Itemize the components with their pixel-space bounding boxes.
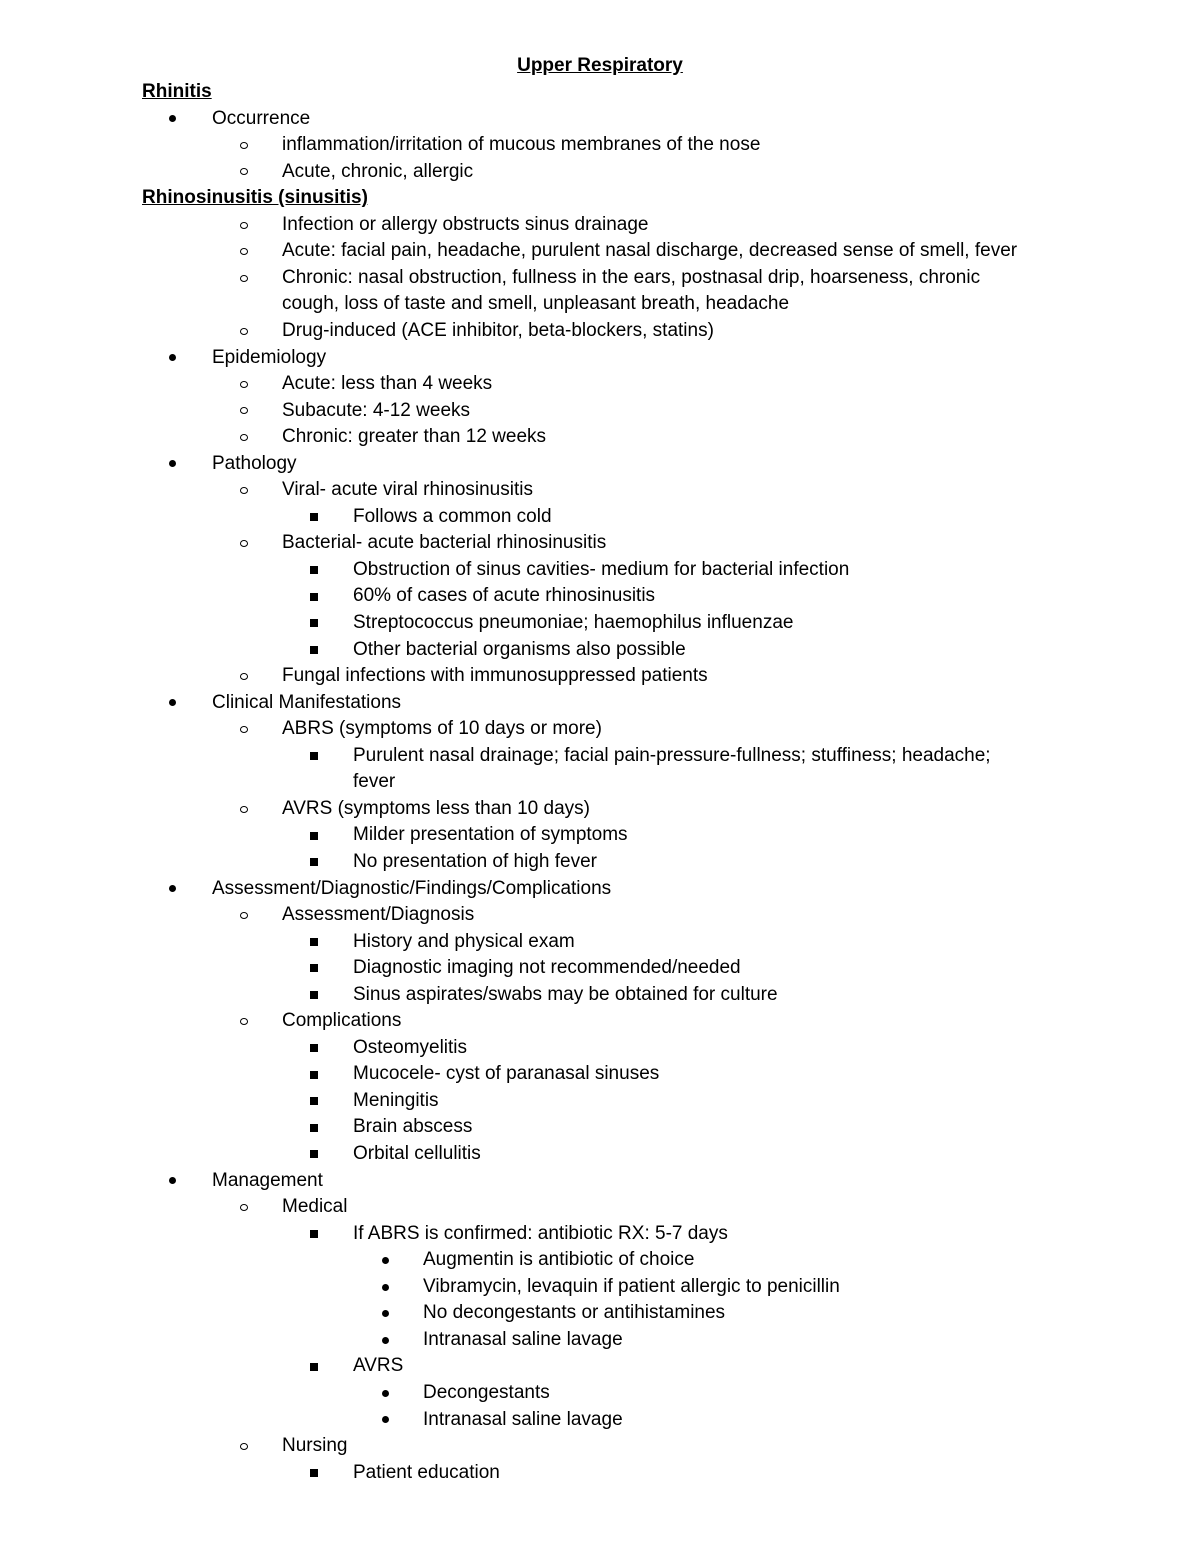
list-item-text: Mucocele- cyst of paranasal sinuses [353, 1063, 660, 1085]
list-item [282, 238, 1017, 265]
disc-bullet-icon [163, 345, 181, 372]
list-item [282, 132, 760, 159]
list-item [423, 1300, 725, 1327]
section-heading [142, 79, 212, 106]
disc-bullet-icon [163, 1168, 181, 1195]
list-item [353, 1353, 403, 1380]
list-item [353, 610, 793, 637]
square-bullet-icon [305, 1141, 323, 1168]
list-item [353, 1061, 659, 1088]
list-item-text: Rhinosinusitis (sinusitis) [142, 187, 368, 209]
square-bullet-icon [305, 1061, 323, 1088]
list-item-text: Meningitis [353, 1089, 439, 1111]
disc-bullet-icon [376, 1274, 394, 1301]
list-item [423, 1247, 694, 1274]
circle-bullet-icon [235, 238, 253, 265]
circle-bullet-icon [235, 902, 253, 929]
disc-bullet-icon [376, 1380, 394, 1407]
list-item [423, 1274, 840, 1301]
list-item [282, 265, 980, 292]
list-item-text: Intranasal saline lavage [423, 1408, 623, 1430]
list-item-text: Subacute: 4-12 weeks [282, 399, 471, 421]
list-item-text: Orbital cellulitis [353, 1143, 481, 1164]
list-item-text: AVRS (symptoms less than 10 days) [282, 797, 590, 819]
list-item-text: Osteomyelitis [353, 1036, 468, 1058]
list-item-text: Medical [282, 1196, 348, 1218]
circle-bullet-icon [235, 716, 253, 743]
list-item [282, 663, 708, 690]
list-item [282, 424, 546, 451]
list-item-text: Viral- acute viral rhinosinusitis [282, 479, 533, 501]
list-item-text: If ABRS is confirmed: antibiotic RX: 5-7 days [353, 1222, 728, 1244]
list-item [282, 716, 602, 743]
list-item-text: fever [353, 771, 396, 793]
list-item [212, 345, 326, 372]
disc-bullet-icon [376, 1300, 394, 1327]
square-bullet-icon [305, 982, 323, 1009]
square-bullet-icon [305, 1088, 323, 1115]
square-bullet-icon [305, 955, 323, 982]
list-item [282, 902, 474, 929]
list-item [353, 557, 849, 584]
square-bullet-icon [305, 610, 323, 637]
list-item-text: Chronic: nasal obstruction, fullness in the ears, postnasal drip, hoarseness, chronic [282, 266, 981, 288]
list-item [353, 1114, 472, 1141]
list-item-text: Drug-induced (ACE inhibitor, beta-blockers, statins) [282, 319, 714, 341]
square-bullet-icon [305, 1221, 323, 1248]
list-item-text: Vibramycin, levaquin if patient allergic to penicillin [423, 1275, 840, 1297]
list-item-text: Management [212, 1169, 323, 1191]
list-item [353, 637, 686, 664]
list-item-text: AVRS [353, 1355, 404, 1377]
list-item [282, 1008, 401, 1035]
list-item-text: Acute: facial pain, headache, purulent nasal discharge, decreased sense of smell, fever [282, 240, 1018, 262]
circle-bullet-icon [235, 1433, 253, 1460]
list-item [282, 1433, 347, 1460]
list-item-text: cough, loss of taste and smell, unpleasant breath, headache [282, 293, 790, 315]
square-bullet-icon [305, 743, 323, 770]
square-bullet-icon [305, 637, 323, 664]
square-bullet-icon [305, 1460, 323, 1487]
section-heading [142, 185, 368, 212]
square-bullet-icon [305, 929, 323, 956]
list-item-text: Follows a common cold [353, 505, 552, 527]
list-item-text: Assessment/Diagnostic/Findings/Complications [212, 877, 612, 899]
list-item-text: Brain abscess [353, 1116, 473, 1138]
square-bullet-icon [305, 822, 323, 849]
disc-bullet-icon [376, 1247, 394, 1274]
list-item [282, 477, 533, 504]
square-bullet-icon [305, 1114, 323, 1141]
list-item [353, 929, 575, 956]
list-item [353, 1460, 500, 1487]
circle-bullet-icon [235, 424, 253, 451]
list-item-text: Complications [282, 1010, 402, 1032]
list-item [423, 1407, 623, 1434]
circle-bullet-icon [235, 132, 253, 159]
list-item [353, 822, 628, 849]
circle-bullet-icon [235, 265, 253, 292]
list-item-text: Occurrence [212, 107, 311, 129]
list-item-text: History and physical exam [353, 930, 575, 952]
square-bullet-icon [305, 849, 323, 876]
list-item [212, 106, 310, 133]
list-item-text: Milder presentation of symptoms [353, 824, 628, 846]
list-item [353, 504, 552, 531]
list-item [353, 1141, 481, 1168]
circle-bullet-icon [235, 530, 253, 557]
list-item [212, 451, 297, 478]
list-item-text: ABRS (symptoms of 10 days or more) [282, 718, 602, 740]
list-item [353, 583, 655, 610]
disc-bullet-icon [163, 876, 181, 903]
list-item-text: Bacterial- acute bacterial rhinosinusitis [282, 532, 607, 554]
list-item-text: Sinus aspirates/swabs may be obtained for culture [353, 983, 778, 1005]
circle-bullet-icon [235, 796, 253, 823]
list-item-text: Infection or allergy obstructs sinus drainage [282, 213, 649, 235]
circle-bullet-icon [235, 159, 253, 186]
square-bullet-icon [305, 557, 323, 584]
list-item-text: Patient education [353, 1461, 500, 1483]
list-item-text: inflammation/irritation of mucous membranes of the nose [282, 134, 761, 156]
circle-bullet-icon [235, 477, 253, 504]
list-item-text: No decongestants or antihistamines [423, 1302, 726, 1324]
list-item [282, 371, 492, 398]
list-item [282, 159, 473, 186]
disc-bullet-icon [163, 451, 181, 478]
list-item [282, 796, 590, 823]
list-item [353, 1221, 728, 1248]
list-item-text: No presentation of high fever [353, 850, 597, 872]
circle-bullet-icon [235, 212, 253, 239]
list-item-text: Acute, chronic, allergic [282, 160, 474, 182]
list-item-text: Epidemiology [212, 346, 327, 368]
list-item [353, 769, 395, 796]
list-item-text: Pathology [212, 452, 297, 474]
list-item [353, 849, 597, 876]
list-item-text: Obstruction of sinus cavities- medium for bacterial infection [353, 558, 850, 580]
circle-bullet-icon [235, 371, 253, 398]
list-item [353, 982, 778, 1009]
list-item-text: Fungal infections with immunosuppressed patients [282, 665, 708, 687]
list-item-text: Decongestants [423, 1381, 550, 1403]
list-item-text: Streptococcus pneumoniae; haemophilus influenzae [353, 612, 794, 633]
list-item-text: 60% of cases of acute rhinosinusitis [353, 585, 656, 607]
disc-bullet-icon [163, 690, 181, 717]
list-item [353, 743, 991, 770]
circle-bullet-icon [235, 1008, 253, 1035]
circle-bullet-icon [235, 398, 253, 425]
circle-bullet-icon [235, 318, 253, 345]
list-item-text: Chronic: greater than 12 weeks [282, 426, 547, 448]
document-title: Upper Respiratory [517, 55, 683, 76]
square-bullet-icon [305, 583, 323, 610]
disc-bullet-icon [376, 1407, 394, 1434]
list-item-text: Rhinitis [142, 81, 212, 102]
list-item-text: Clinical Manifestations [212, 691, 402, 713]
disc-bullet-icon [163, 106, 181, 133]
square-bullet-icon [305, 1353, 323, 1380]
list-item [212, 1168, 323, 1195]
list-item-text: Intranasal saline lavage [423, 1328, 623, 1350]
list-item [212, 690, 401, 717]
list-item [282, 398, 470, 425]
disc-bullet-icon [376, 1327, 394, 1354]
circle-bullet-icon [235, 1194, 253, 1221]
list-item [353, 1035, 467, 1062]
list-item-text: Nursing [282, 1435, 348, 1457]
list-item [423, 1380, 550, 1407]
list-item [282, 318, 714, 345]
square-bullet-icon [305, 1035, 323, 1062]
list-item [282, 291, 789, 318]
list-item [282, 1194, 347, 1221]
list-item-text: Augmentin is antibiotic of choice [423, 1249, 695, 1271]
circle-bullet-icon [235, 663, 253, 690]
list-item-text: Assessment/Diagnosis [282, 904, 475, 926]
list-item-text: Diagnostic imaging not recommended/needed [353, 957, 741, 979]
list-item-text: Acute: less than 4 weeks [282, 373, 493, 395]
list-item-text: Other bacterial organisms also possible [353, 638, 686, 660]
list-item [212, 876, 611, 903]
list-item [353, 1088, 439, 1115]
square-bullet-icon [305, 504, 323, 531]
list-item-text: Purulent nasal drainage; facial pain-pressure-fullness; stuffiness; headache; [353, 744, 991, 766]
list-item [423, 1327, 623, 1354]
list-item [282, 212, 648, 239]
list-item [353, 955, 741, 982]
list-item [282, 530, 606, 557]
